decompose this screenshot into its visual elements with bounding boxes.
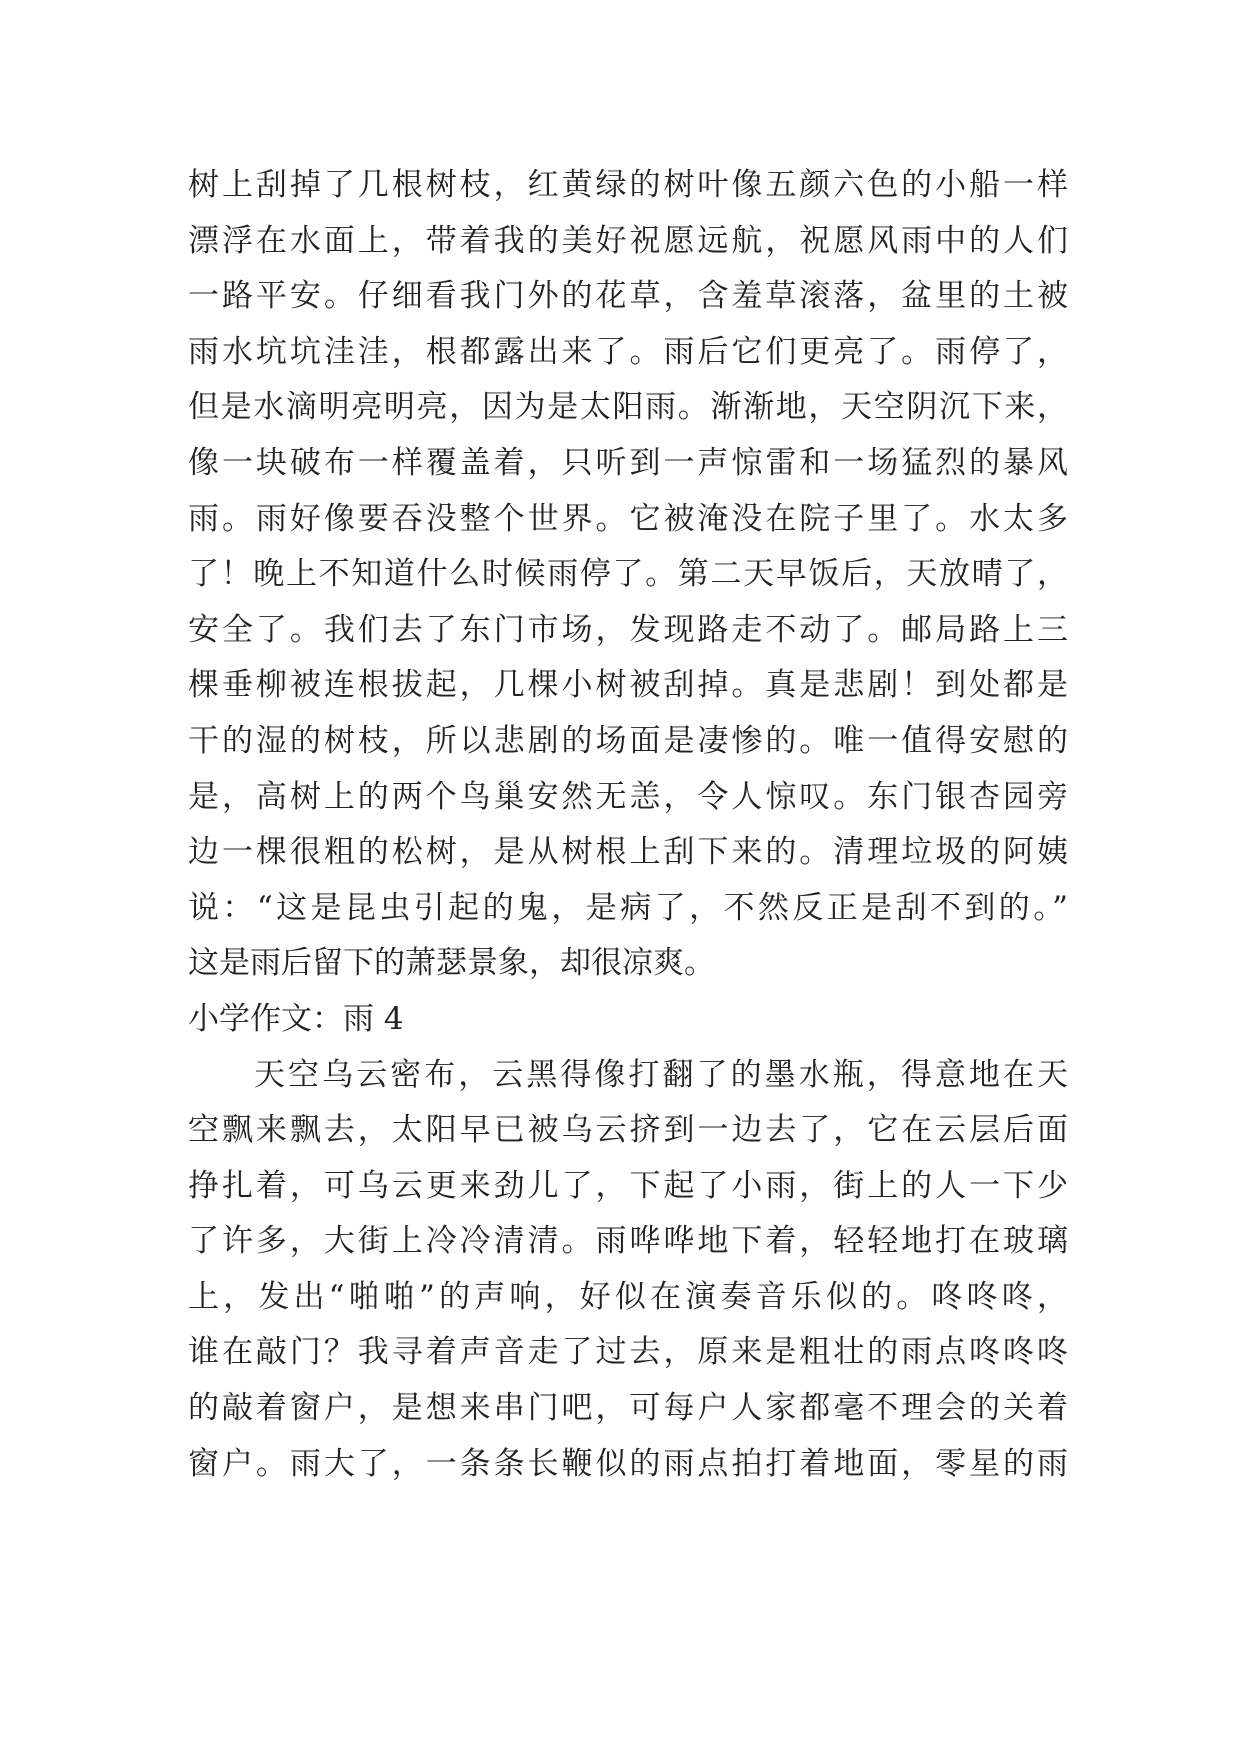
paragraph-1-line: 是，高树上的两个鸟巢安然无恙，令人惊叹。东门银杏园旁 (188, 778, 1068, 815)
paragraph-1-line: 干的湿的树枝，所以悲剧的场面是凄惨的。唯一值得安慰的 (188, 722, 1068, 759)
paragraph-1-line: 说：“这是昆虫引起的鬼，是病了，不然反正是刮不到的。” (188, 889, 1068, 926)
paragraph-1-line: 这是雨后留下的萧瑟景象，却很凉爽。 (188, 945, 715, 982)
paragraph-1-line: 边一棵很粗的松树，是从树根上刮下来的。清理垃圾的阿姨 (188, 834, 1068, 871)
paragraph-1-line: 棵垂柳被连根拔起，几棵小树被刮掉。真是悲剧！到处都是 (188, 667, 1068, 704)
paragraph-1-line: 像一块破布一样覆盖着，只听到一声惊雷和一场猛烈的暴风 (188, 444, 1068, 481)
section-heading: 小学作文：雨 4 (188, 1000, 404, 1037)
paragraph-1-line: 安全了。我们去了东门市场，发现路走不动了。邮局路上三 (188, 611, 1068, 648)
paragraph-1-line: 雨。雨好像要吞没整个世界。它被淹没在院子里了。水太多 (188, 500, 1068, 537)
paragraph-2-line: 上，发出“啪啪”的声响，好似在演奏音乐似的。咚咚咚， (188, 1278, 1068, 1315)
document-body (188, 158, 1068, 1492)
paragraph-2-line: 谁在敲门？我寻着声音走了过去，原来是粗壮的雨点咚咚咚 (188, 1334, 1068, 1371)
paragraph-1-line: 一路平安。仔细看我门外的花草，含羞草滚落，盆里的土被 (188, 278, 1068, 315)
paragraph-2-line: 的敲着窗户，是想来串门吧，可每户人家都毫不理会的关着 (188, 1390, 1068, 1427)
paragraph-2-line: 了许多，大街上冷冷清清。雨哗哗地下着，轻轻地打在玻璃 (188, 1223, 1068, 1260)
paragraph-1-line: 树上刮掉了几根树枝，红黄绿的树叶像五颜六色的小船一样 (188, 167, 1068, 203)
paragraph-1-line: 了！晚上不知道什么时候雨停了。第二天早饭后，天放晴了， (188, 556, 1068, 593)
paragraph-2-line: 挣扎着，可乌云更来劲儿了，下起了小雨，街上的人一下少 (188, 1167, 1068, 1204)
paragraph-1-line: 漂浮在水面上，带着我的美好祝愿远航，祝愿风雨中的人们 (188, 222, 1068, 259)
paragraph-2-line: 空飘来飘去，太阳早已被乌云挤到一边去了，它在云层后面 (188, 1112, 1068, 1149)
paragraph-2-line: 窗户。雨大了，一条条长鞭似的雨点拍打着地面，零星的雨 (188, 1445, 1068, 1482)
paragraph-2-line: 天空乌云密布，云黑得像打翻了的墨水瓶，得意地在天 (254, 1056, 1068, 1093)
paragraph-1-line: 雨水坑坑洼洼，根都露出来了。雨后它们更亮了。雨停了， (188, 333, 1068, 370)
paragraph-1-line: 但是水滴明亮明亮，因为是太阳雨。渐渐地，天空阴沉下来， (188, 389, 1068, 426)
